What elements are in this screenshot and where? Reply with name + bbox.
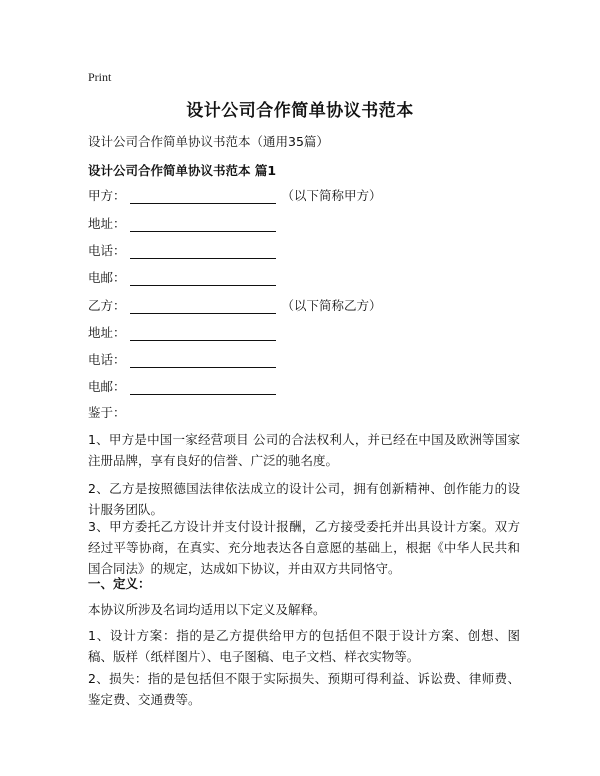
party-b-email-label: 电邮：: [88, 379, 126, 394]
party-a-name-blank: [130, 189, 276, 204]
clause-2: 2、乙方是按照德国法律依法成立的设计公司，拥有创新精神、创作能力的设计服务团队。: [88, 481, 520, 517]
doc-subtitle: 设计公司合作简单协议书范本（通用35篇）: [88, 134, 329, 149]
definitions-heading: 一、定义：: [88, 576, 151, 591]
party-b-phone-blank: [130, 353, 276, 368]
party-b-address-blank: [130, 326, 276, 341]
page-title: 设计公司合作简单协议书范本: [186, 101, 414, 121]
print-label[interactable]: Print: [88, 70, 112, 84]
party-a-phone-label: 电话：: [88, 243, 126, 258]
party-b-name-blank: [130, 299, 276, 314]
party-a-address-field: [88, 214, 276, 232]
party-b-name-label: 乙方：: [88, 298, 126, 313]
party-a-email-field: [88, 268, 276, 286]
party-b-note: （以下简称乙方）: [281, 298, 382, 313]
definition-2: 2、损失：指的是包括但不限于实际损失、预期可得利益、诉讼费、律师费、鉴定费、交通费等。: [88, 671, 520, 707]
definitions-intro: 本协议所涉及名词均适用以下定义及解释。: [88, 602, 326, 617]
party-a-phone-blank: [130, 244, 276, 259]
clause-3: 3、甲方委托乙方设计并支付设计报酬，乙方接受委托并出具设计方案。双方经过平等协商，在真实、充分地表达各自意愿的基础上，根据《中华人民共和国合同法》的规定，达成如下协议，并由双方共同恪守。: [88, 519, 520, 576]
party-b-name-field: [88, 296, 382, 314]
party-b-address-field: [88, 323, 276, 341]
whereas-label: 鉴于：: [88, 405, 126, 420]
party-b-phone-label: 电话：: [88, 352, 126, 367]
party-b-phone-field: [88, 350, 276, 368]
party-a-phone-field: [88, 241, 276, 259]
party-a-name-field: [88, 186, 382, 204]
party-b-email-blank: [130, 380, 276, 395]
clause-1: 1、甲方是中国一家经营项目 公司的合法权利人，并已经在中国及欧洲等国家注册品牌，享有良好的信誉、广泛的驰名度。: [88, 432, 520, 468]
party-a-email-blank: [130, 271, 276, 286]
party-a-name-label: 甲方：: [88, 188, 126, 203]
definition-1: 1、设计方案：指的是乙方提供给甲方的包括但不限于设计方案、创想、图稿、版样（纸样图片）、电子图稿、电子文档、样衣实物等。: [88, 628, 520, 664]
party-a-note: （以下简称甲方）: [281, 188, 382, 203]
party-a-address-blank: [130, 217, 276, 232]
party-b-email-field: [88, 377, 276, 395]
party-a-email-label: 电邮：: [88, 270, 126, 285]
party-a-address-label: 地址：: [88, 216, 126, 231]
section-heading: 设计公司合作简单协议书范本 篇1: [88, 163, 277, 178]
party-b-address-label: 地址：: [88, 325, 126, 340]
